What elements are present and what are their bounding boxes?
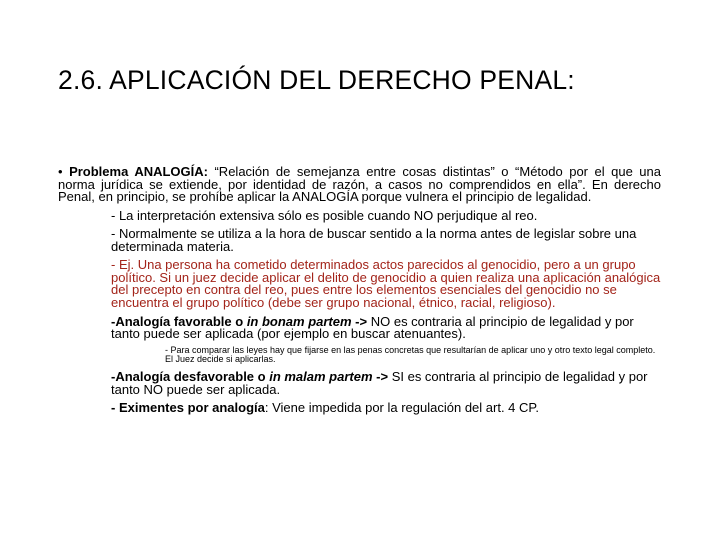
normalmente-item: - Normalmente se utiliza a la hora de buscar sentido a la norma antes de legislar sobre una determinada materia. bbox=[111, 226, 637, 254]
desfavorable-latin: in malam partem bbox=[269, 369, 373, 385]
analogia-desfavorable-item bbox=[111, 371, 661, 396]
slide-body bbox=[58, 166, 661, 415]
interpretacion-extensiva-item: - La interpretación extensiva sólo es posible cuando NO perjudique al reo. bbox=[111, 207, 538, 223]
desfavorable-arrow: -> bbox=[372, 369, 389, 385]
favorable-latin: in bonam partem bbox=[246, 313, 352, 329]
favorable-label: -Analogía favorable o bbox=[111, 313, 247, 329]
analogia-favorable-item bbox=[111, 313, 661, 342]
desfavorable-text: SI es contraria al principio de legalidad y por tanto NO puede ser aplicada. bbox=[111, 369, 648, 397]
analogia-definition-text: “Relación de semejanza entre cosas distintas” o “Método por el que una norma jurídica se extiende, por identidad de razón, a casos no comprendidos en ella”. En derecho Penal, en principio, se prohíbe aplicar la ANALOGÍA porque vulnera el principio de legalidad. bbox=[58, 164, 661, 204]
favorable-text: NO es contraria al principio de legalidad y por tanto puede ser aplicada (por ejemplo en buscar atenuantes). bbox=[111, 313, 634, 342]
desfavorable-label: -Analogía desfavorable o bbox=[111, 369, 270, 385]
ejemplo-genocidio-item: - Ej. Una persona ha cometido determinados actos parecidos al genocidio, pero a un grupo político. Si un juez decide aplicar el delito de genocidio a quien realiza una aplicación analógica del precepto en contra del reo, pues entre los elementos esenciales del genocidio no se encuentra el grupo político (debe ser grupo nacional, étnico, racial, religioso). bbox=[111, 257, 661, 311]
eximentes-label: - Eximentes por analogía bbox=[111, 400, 265, 416]
analogia-definition bbox=[58, 166, 661, 204]
favorable-arrow: -> bbox=[351, 313, 368, 329]
analogia-term: Problema ANALOGÍA: bbox=[69, 164, 208, 179]
bullet: • bbox=[58, 164, 63, 179]
eximentes-item bbox=[111, 402, 661, 415]
comparar-leyes-note: - Para comparar las leyes hay que fijarse en las penas concretas que resultarían de aplicar uno y otro texto legal completo. El Juez decide si aplicarlas. bbox=[165, 344, 656, 365]
eximentes-text: : Viene impedida por la regulación del art. 4 CP. bbox=[264, 400, 540, 416]
slide-title: 2.6. APLICACIÓN DEL DERECHO PENAL: bbox=[58, 65, 575, 95]
